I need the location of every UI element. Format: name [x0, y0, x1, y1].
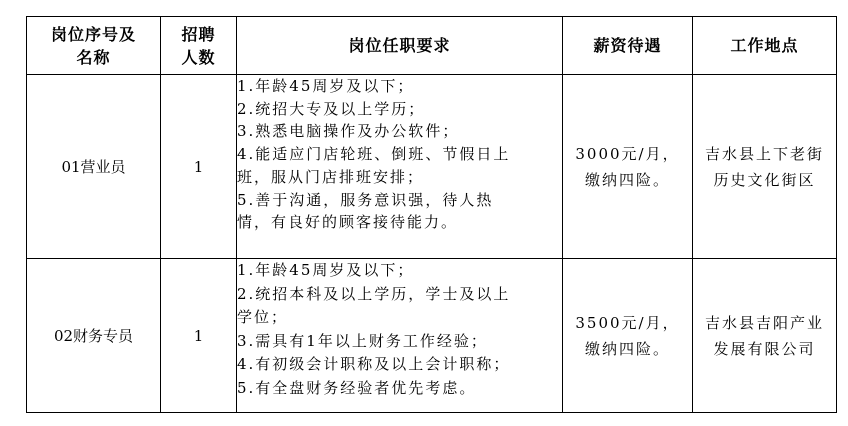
location-line: 吉水县上下老街: [704, 144, 824, 163]
requirement-line: 3.熟悉电脑操作及办公软件；: [237, 122, 460, 141]
requirement-line: 1.年龄45周岁及以下；: [237, 77, 415, 95]
header-count: [161, 17, 237, 75]
location-line: 发展有限公司: [713, 339, 816, 358]
requirement-line: 5.善于沟通，服务意识强，待人热: [237, 190, 494, 209]
salary-line: 缴纳四险。: [584, 170, 670, 189]
header-count-line: 招聘: [181, 24, 216, 44]
header-requirements: 岗位任职要求: [237, 17, 563, 75]
header-position: [27, 17, 161, 75]
requirement-line: 1.年龄45周岁及以下；: [237, 261, 415, 279]
job-table: [26, 16, 837, 413]
header-salary: 薪资待遇: [563, 17, 693, 75]
location-cell: [693, 259, 837, 413]
salary-cell: [563, 75, 693, 259]
location-line: 吉水县吉阳产业: [704, 313, 824, 332]
location-cell: [693, 75, 837, 259]
count-cell: 1: [161, 75, 237, 259]
header-row: [27, 17, 837, 75]
table-row: [27, 259, 837, 413]
count-cell: 1: [161, 259, 237, 413]
header-count-line: 人数: [181, 47, 216, 67]
header-position-line: 名称: [76, 47, 111, 67]
requirement-line: 3.需具有1年以上财务工作经验；: [237, 331, 488, 350]
salary-cell: [563, 259, 693, 413]
table-row: [27, 75, 837, 259]
requirement-line: 5.有全盘财务经验者优先考虑。: [237, 378, 477, 397]
requirement-line: 学位；: [237, 308, 289, 326]
requirement-line: 4.有初级会计职称及以上会计职称；: [237, 355, 511, 373]
position-cell: 01营业员: [27, 75, 161, 259]
requirement-line: 情，有良好的顾客接待能力。: [237, 213, 459, 232]
header-position-line: 岗位序号及: [50, 24, 136, 44]
salary-line: 缴纳四险。: [584, 339, 670, 358]
requirement-line: 班，服从门店排班安排；: [237, 167, 425, 186]
salary-line: 3500元/月，: [575, 313, 680, 332]
header-location: 工作地点: [693, 17, 837, 75]
location-line: 历史文化街区: [713, 170, 816, 189]
requirements-cell: [237, 259, 563, 413]
requirements-cell: [237, 75, 563, 259]
requirement-line: 4.能适应门店轮班、倒班、节假日上: [237, 145, 511, 164]
salary-line: 3000元/月，: [575, 144, 680, 163]
requirement-line: 2.统招大专及以上学历；: [237, 99, 426, 118]
position-cell: 02财务专员: [27, 259, 161, 413]
requirement-line: 2.统招本科及以上学历，学士及以上: [237, 284, 511, 303]
